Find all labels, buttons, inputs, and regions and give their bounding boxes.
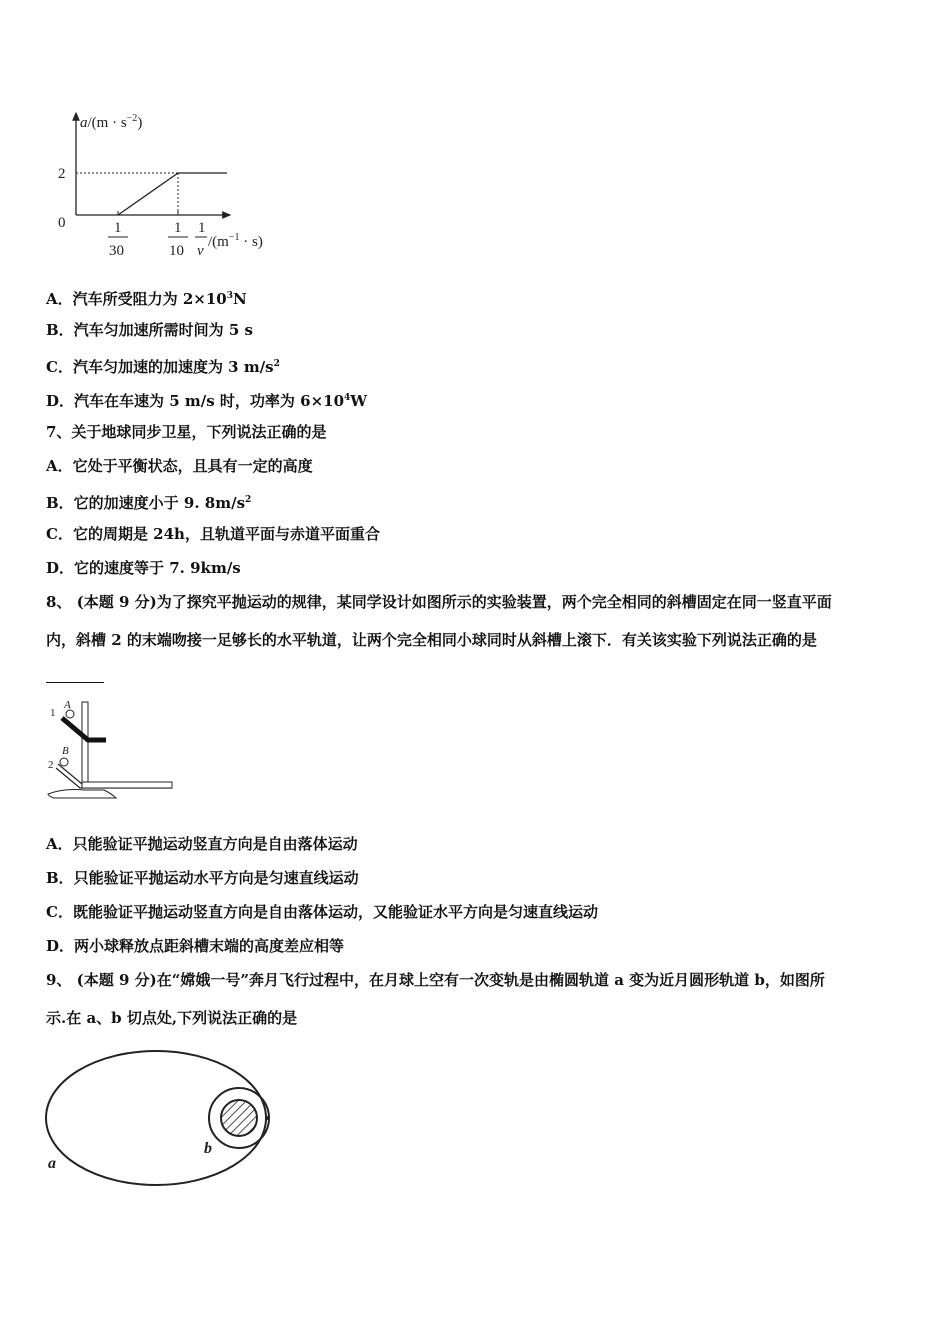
ball-b — [60, 758, 68, 766]
q8-stem-line1: 8、 (本题 9 分)为了探究平抛运动的规律，某同学设计如图所示的实验装置，两个完全相同的斜槽固定在同一竖直平面 — [46, 593, 832, 611]
acceleration-vs-inverse-velocity-graph — [50, 105, 280, 265]
label-b: B — [62, 745, 69, 757]
x-axis-label-denominator: v — [197, 243, 204, 259]
base — [48, 790, 116, 799]
q6-option-b: B．汽车匀加速所需时间为 5 s — [46, 321, 254, 339]
y-axis-label: $a/(m \cdot s^{-2})$ — [80, 113, 143, 131]
label-orbit-a: a — [48, 1155, 56, 1172]
graph-line — [118, 173, 227, 215]
q8-stem-line2: 内，斜槽 2 的末端吻接一足够长的水平轨道，让两个完全相同小球同时从斜槽上滚下．有关该实验下列说法正确的是 — [46, 631, 817, 649]
trough-2 — [58, 764, 172, 784]
q6-option-d: D．汽车在车速为 5 m/s 时，功率为 $6\times 10^4W$ — [46, 392, 368, 410]
q8-option-d: D．两小球释放点距斜槽末端的高度差应相等 — [46, 937, 345, 955]
ball-a — [66, 710, 74, 718]
q8-option-a: A．只能验证平抛运动竖直方向是自由落体运动 — [46, 835, 358, 853]
x-tick-1-10-denominator: 10 — [169, 243, 184, 259]
orbit-figure — [42, 1050, 277, 1195]
q6-option-a: A．汽车所受阻力为 $2\times 10^3N$ — [46, 290, 247, 308]
q7-stem: 7、关于地球同步卫星，下列说法正确的是 — [46, 423, 327, 441]
label-orbit-b: b — [204, 1140, 212, 1157]
label-2: 2 — [48, 759, 54, 771]
q9-stem-line2: 示.在 a、b 切点处,下列说法正确的是 — [46, 1009, 298, 1027]
projectile-apparatus-figure — [44, 696, 179, 804]
tangent-point — [266, 1116, 270, 1120]
moon — [221, 1100, 257, 1136]
q7-option-d: D．它的速度等于 7. 9km/s — [46, 559, 241, 577]
q8-answer-blank — [46, 682, 104, 683]
q7-option-a: A．它处于平衡状态，且具有一定的高度 — [46, 457, 313, 475]
x-tick-1-30-denominator: 30 — [109, 243, 124, 259]
y-tick-2: 2 — [58, 166, 66, 182]
origin-label: 0 — [58, 215, 66, 231]
q7-option-b: B．它的加速度小于 9. $8m/s^2$ — [46, 494, 252, 512]
horizontal-track — [82, 782, 172, 788]
q8-option-b: B．只能验证平抛运动水平方向是匀速直线运动 — [46, 869, 359, 887]
q7-option-c: C．它的周期是 24h，且轨道平面与赤道平面重合 — [46, 525, 380, 543]
label-a: A — [64, 699, 71, 711]
label-1: 1 — [50, 707, 56, 719]
x-axis-label-numerator: 1 — [198, 220, 206, 236]
x-tick-1-10-numerator: 1 — [174, 220, 182, 236]
x-tick-1-30-numerator: 1 — [114, 220, 122, 236]
q8-option-c: C．既能验证平抛运动竖直方向是自由落体运动，又能验证水平方向是匀速直线运动 — [46, 903, 598, 921]
x-axis-label-unit: $/(m^{-1} \cdot s)$ — [208, 232, 263, 250]
q6-option-c: C．汽车匀加速的加速度为 3 $m/s^2$ — [46, 358, 280, 376]
q9-stem-line1: 9、 (本题 9 分)在“嫦娥一号”奔月飞行过程中，在月球上空有一次变轨是由椭圆轨道 a 变为近月圆形轨道 b，如图所 — [46, 971, 825, 989]
